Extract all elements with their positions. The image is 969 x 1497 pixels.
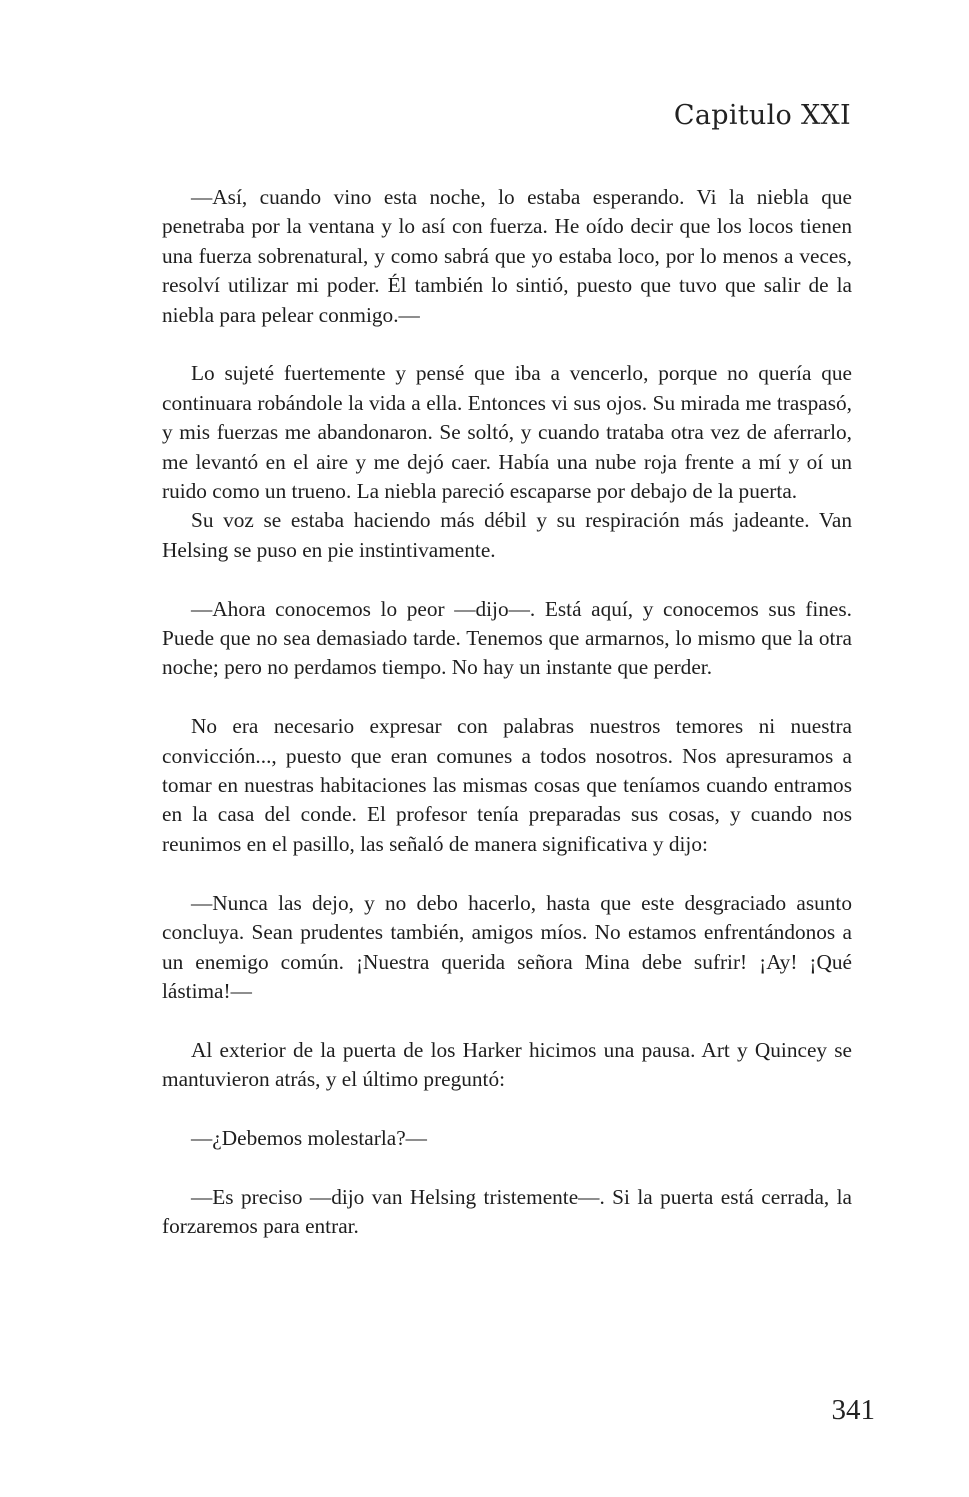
paragraph-1: —Así, cuando vino esta noche, lo estaba esperando. Vi la niebla que penetraba por la ventana y lo así con fuerza. He oído decir que los locos tienen una fuerza sobrenatural, y como sabrá que yo estaba loco, por lo menos a veces, resolví utilizar mi poder. Él también lo sintió, puesto que tuvo que salir de la niebla para pelear conmigo.— <box>162 185 852 327</box>
page-number: 341 <box>831 1394 875 1426</box>
body-text <box>162 183 852 1242</box>
chapter-title: Capitulo XXI <box>673 100 851 131</box>
paragraph-3: Su voz se estaba haciendo más débil y su respiración más jadeante. Van Helsing se puso en pie instintivamente. <box>162 508 852 562</box>
paragraph-5: No era necesario expresar con palabras nuestros temores ni nuestra convicción..., puesto que eran comunes a todos nosotros. Nos apresuramos a tomar en nuestras habitaciones las mismas cosas que teníamos cuando entramos en la casa del conde. El profesor tenía preparadas sus cosas, y cuando nos reunimos en el pasillo, las señaló de manera significativa y dijo: <box>162 714 852 856</box>
paragraph-7: Al exterior de la puerta de los Harker hicimos una pausa. Art y Quincey se mantuvieron atrás, y el último preguntó: <box>162 1037 852 1092</box>
paragraph-9: —Es preciso —dijo van Helsing tristemente—. Si la puerta está cerrada, la forzaremos para entrar. <box>162 1184 852 1239</box>
paragraph-8: —¿Debemos molestarla?— <box>191 1125 427 1150</box>
paragraph-6: —Nunca las dejo, y no debo hacerlo, hasta que este desgraciado asunto concluya. Sean prudentes también, amigos míos. No estamos enfrentándonos a un enemigo común. ¡Nuestra querida señora Mina debe sufrir! ¡Ay! ¡Qué lástima!— <box>162 890 852 1003</box>
paragraph-4: —Ahora conocemos lo peor —dijo—. Está aquí, y conocemos sus fines. Puede que no sea demasiado tarde. Tenemos que armarnos, lo mismo que la otra noche; pero no perdamos tiempo. No hay un instante que perder. <box>162 596 852 680</box>
paragraph-2: Lo sujeté fuertemente y pensé que iba a vencerlo, porque no quería que continuara robándole la vida a ella. Entonces vi sus ojos. Su mirada me traspasó, y mis fuerzas me abandonaron. Se soltó, y cuando trataba otra vez de aferrarlo, me levantó en el aire y me dejó caer. Había una nube roja frente a mí y oí un ruido como un trueno. La niebla pareció escaparse por debajo de la puerta. <box>162 361 852 504</box>
